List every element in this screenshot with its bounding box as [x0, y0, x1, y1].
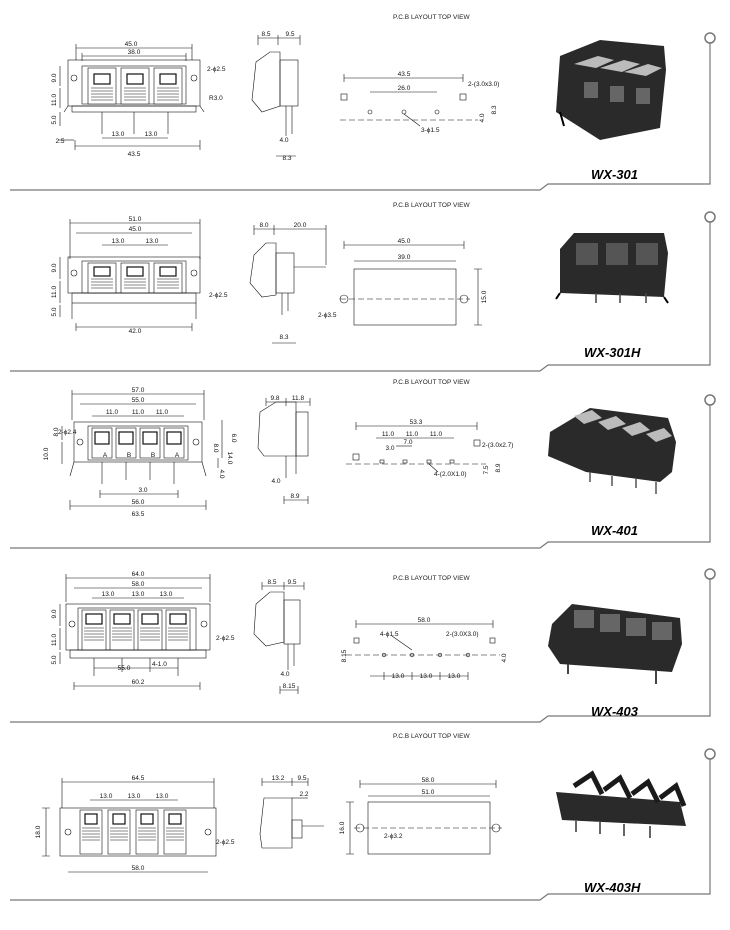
wx403-pcb-off1: 8.15 [341, 649, 348, 663]
wx403h-dim-pitch-a: 13.0 [99, 793, 113, 800]
wx401-dim-hole: 2-ϕ2.4 [58, 429, 77, 436]
wx301-side-w1: 8.5 [261, 31, 271, 38]
wx401-dim-pitch-c: 11.0 [155, 409, 169, 416]
wx401-dim-gap: 3.0 [138, 487, 148, 494]
wx301-dim-pitch-b: 13.0 [144, 131, 158, 138]
model-label: WX-403 [591, 704, 638, 719]
wx401-pcb-p1: 11.0 [381, 431, 395, 438]
wx301h-dim-h1: 9.0 [51, 263, 58, 273]
wx403-dim-h2: 11.0 [51, 633, 58, 647]
model-label: WX-403H [584, 880, 641, 895]
model-label: WX-301H [584, 345, 641, 360]
wx403-dim-overall: 64.0 [131, 571, 145, 578]
wx301-dim-h3: 5.0 [51, 115, 58, 125]
wx403-dim-span: 58.0 [131, 581, 145, 588]
model-label: WX-401 [591, 523, 638, 538]
wx403-pcb-off2: 4.0 [501, 653, 508, 663]
wx301h-dim-overall: 51.0 [128, 216, 142, 223]
wx-403-drawing [0, 564, 730, 750]
wx403h-side-w1: 13.2 [271, 775, 285, 782]
panel-wx-403 [0, 564, 730, 750]
wx301h-side-w3: 8.3 [279, 334, 289, 341]
pcb-layout-label: P.C.B LAYOUT TOP VIEW [393, 202, 470, 209]
wx301-dim-side: 2.5 [55, 138, 65, 145]
wx401-dim-base: 56.0 [131, 499, 145, 506]
wx301h-side-w2: 20.0 [293, 222, 307, 229]
wx403h-dim-pitch-b: 13.0 [127, 793, 141, 800]
wx301-pcb-hole: 3-ϕ1.5 [421, 127, 440, 134]
wx403-dim-pins: 55.0 [117, 665, 131, 672]
wx403h-dim-overall: 64.5 [131, 775, 145, 782]
wx403h-pcb-inner: 51.0 [421, 789, 435, 796]
wx403-pcb-pad: 2-(3.0X3.0) [446, 631, 479, 638]
wx403-side-h1: 4.0 [280, 671, 290, 678]
pcb-layout-label: P.C.B LAYOUT TOP VIEW [393, 14, 470, 21]
wx301h-dim-bottom: 42.0 [128, 328, 142, 335]
wx403h-side-h1: 2.2 [299, 791, 309, 798]
wx301h-product-photo [556, 233, 668, 303]
wx401-jack-label-4: A [174, 452, 180, 459]
wx301h-side-w1: 8.0 [259, 222, 269, 229]
wx301-side-h1: 4.0 [279, 137, 289, 144]
pcb-layout-label: P.C.B LAYOUT TOP VIEW [393, 379, 470, 386]
wx401-dim-h1: 8.0 [53, 427, 60, 437]
wx403h-dim-bottom: 58.0 [131, 865, 145, 872]
wx403-side-w2: 9.5 [287, 579, 297, 586]
wx301-side-w3: 8.3 [282, 155, 292, 162]
pcb-layout-label: P.C.B LAYOUT TOP VIEW [393, 733, 470, 740]
wx401-pcb-p3: 11.0 [429, 431, 443, 438]
wx401-pcb-s2: 3.0 [385, 445, 395, 452]
wx401-dim-r1: 6.0 [230, 433, 237, 443]
wx301-pcb-pad: 2-(3.0x3.0) [468, 81, 500, 88]
wx403h-dim-height: 18.0 [35, 825, 42, 839]
wx401-jack-label-3: B [150, 452, 156, 459]
wx301h-dim-pitch-a: 13.0 [111, 238, 125, 245]
wx301h-dim-h3: 5.0 [51, 307, 58, 317]
wx403-pcb-b2: 13.0 [419, 673, 433, 680]
wx403-pcb-span: 58.0 [417, 617, 431, 624]
wx403-pcb-b3: 13.0 [447, 673, 461, 680]
wx403h-pcb-span: 58.0 [421, 777, 435, 784]
wx401-product-photo [548, 408, 676, 494]
wx301h-pcb-height: 15.0 [481, 290, 488, 304]
wx403h-pcb-height: 16.0 [339, 821, 346, 835]
wx401-dim-overall: 57.0 [131, 387, 145, 394]
wx403-dim-pitch-b: 13.0 [131, 591, 145, 598]
wx401-dim-pitch-a: 11.0 [105, 409, 119, 416]
pcb-layout-label: P.C.B LAYOUT TOP VIEW [393, 575, 470, 582]
wx301h-pcb-inner: 39.0 [397, 254, 411, 261]
wx401-side-w2: 11.8 [291, 395, 305, 402]
wx403-dim-pitch-a: 13.0 [101, 591, 115, 598]
wx401-pcb-off1: 7.5 [483, 465, 490, 475]
panel-wx-301h [0, 193, 730, 379]
wx301h-pcb-hole: 2-ϕ3.5 [318, 312, 337, 319]
wx301-pcb-inner: 26.0 [397, 85, 411, 92]
wx403-dim-h3: 5.0 [51, 655, 58, 665]
wx301-dim-overall: 45.0 [124, 41, 138, 48]
wx301-pcb-off2: 8.3 [491, 105, 498, 115]
wx-403h-drawing [0, 738, 730, 924]
wx403h-dim-pitch-c: 13.0 [155, 793, 169, 800]
panel-wx-301 [0, 8, 730, 194]
wx403-dim-h1: 9.0 [51, 609, 58, 619]
wx403h-side-w2: 9.5 [297, 775, 307, 782]
wx403-side-w1: 8.5 [267, 579, 277, 586]
wx301-dim-hole: 2-ϕ2.5 [207, 66, 226, 73]
wx301h-dim-h2: 11.0 [51, 285, 58, 299]
wx403h-product-photo [556, 774, 686, 838]
wx401-dim-span: 55.0 [131, 397, 145, 404]
wx403-pcb-b1: 13.0 [391, 673, 405, 680]
wx401-pcb-span: 53.3 [409, 419, 423, 426]
wx401-dim-r4: 4.0 [218, 469, 225, 479]
wx301h-dim-span: 45.0 [128, 226, 142, 233]
wx401-dim-r2: 8.0 [212, 443, 219, 453]
wx401-jack-label-2: B [126, 452, 132, 459]
wx401-dim-bottom: 63.5 [131, 511, 145, 518]
wx401-pcb-pad: 2-(3.0x2.7) [482, 442, 514, 449]
wx301-pcb-span: 43.5 [397, 71, 411, 78]
wx403-dim-pitch-c: 13.0 [159, 591, 173, 598]
wx301-dim-h1: 9.0 [51, 73, 58, 83]
wx403-dim-hole: 2-ϕ2.5 [216, 635, 235, 642]
wx401-pcb-slot: 4-(2.0X1.0) [434, 471, 467, 478]
model-label: WX-301 [591, 167, 638, 182]
wx401-side-w3: 8.9 [290, 493, 300, 500]
wx403-pcb-hole: 4-ϕ1.5 [380, 631, 399, 638]
wx301-pcb-off1: 4.0 [479, 113, 486, 123]
wx401-pcb-p2: 11.0 [405, 431, 419, 438]
wx301-dim-pitch-a: 13.0 [111, 131, 125, 138]
wx403-side-w3: 8.15 [282, 683, 296, 690]
wx301-side-w2: 9.5 [285, 31, 295, 38]
wx403-product-photo [548, 604, 682, 684]
wx401-jack-label-1: A [102, 452, 108, 459]
wx403-dim-pin-hole: 4-1.0 [152, 661, 167, 668]
wx301h-dim-hole: 2-ϕ2.5 [209, 292, 228, 299]
wx401-dim-r3: 14.0 [226, 451, 233, 465]
wx401-dim-h2: 10.0 [43, 447, 50, 461]
wx301h-dim-pitch-b: 13.0 [145, 238, 159, 245]
wx401-pcb-s1: 7.0 [403, 439, 413, 446]
wx401-side-h1: 4.0 [271, 478, 281, 485]
wx301h-pcb-span: 45.0 [397, 238, 411, 245]
wx401-pcb-off2: 8.9 [495, 463, 502, 473]
wx301-dim-span: 38.0 [127, 49, 141, 56]
wx403-dim-bottom: 60.2 [131, 679, 145, 686]
panel-wx-403h [0, 733, 730, 924]
panel-wx-401 [0, 372, 730, 558]
wx301-dim-h2: 11.0 [51, 93, 58, 107]
wx401-dim-pitch-b: 11.0 [131, 409, 145, 416]
wx301-product-photo [556, 40, 666, 140]
wx301-dim-bottom: 43.5 [127, 151, 141, 158]
wx403h-pcb-hole: 2-ϕ3.2 [384, 833, 403, 840]
wx403h-dim-hole: 2-ϕ2.5 [216, 839, 235, 846]
wx301-dim-radius: R3.0 [209, 95, 223, 102]
wx401-side-w1: 9.8 [270, 395, 280, 402]
